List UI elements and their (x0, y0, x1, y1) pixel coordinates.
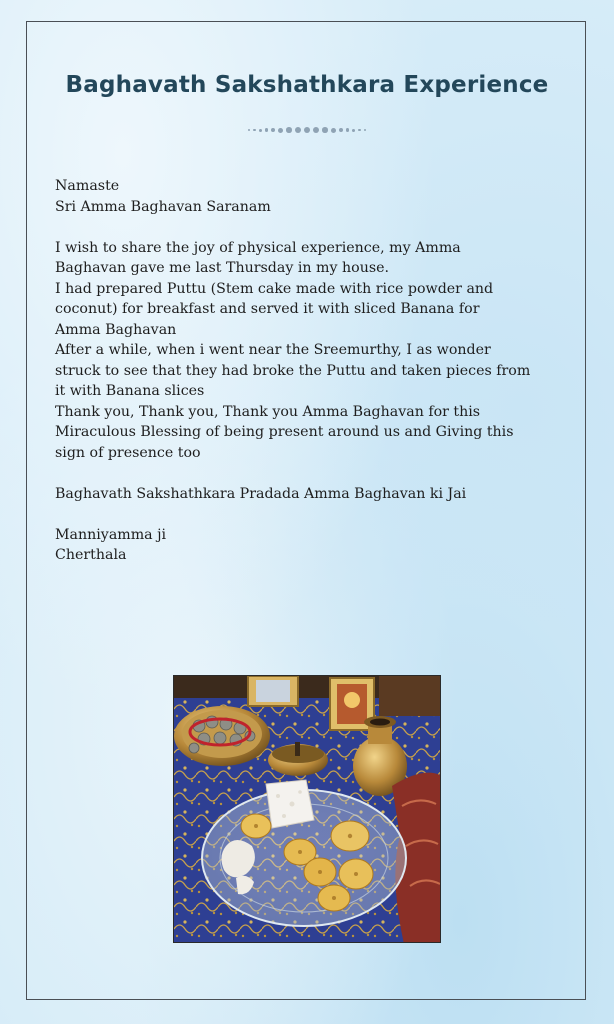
title-divider-dots (0, 125, 614, 135)
body-line: Amma Baghavan (55, 321, 177, 338)
body-line: After a while, when i went near the Sreemurthy, I as wonder (55, 342, 491, 358)
body-line: struck to see that they had broke the Puttu and taken pieces from (55, 362, 531, 379)
body-line: Baghavan gave me last Thursday in my house. (55, 260, 390, 276)
body-line: sign of presence too (55, 444, 201, 461)
body-line: coconut) for breakfast and served it with sliced Banana for (55, 301, 480, 317)
body-line: it with Banana slices (55, 383, 205, 399)
closing-line: Baghavath Sakshathkara Pradada Amma Baghavan ki Jai (55, 485, 467, 502)
letter-body (55, 176, 575, 566)
body-line: Thank you, Thank you, Thank you Amma Baghavan for this (55, 403, 481, 420)
body-line: I had prepared Puttu (Stem cake made with rice powder and (55, 280, 494, 297)
signature-place: Cherthala (55, 547, 127, 563)
puja-offering-photo (173, 675, 441, 943)
greeting-line: Namaste (55, 178, 120, 194)
greeting-line: Sri Amma Baghavan Saranam (55, 198, 271, 215)
signature-name: Manniyamma ji (55, 526, 167, 543)
body-line: I wish to share the joy of physical experience, my Amma (55, 239, 461, 256)
page-title: Baghavath Sakshathkara Experience (65, 72, 549, 98)
body-line: Miraculous Blessing of being present around us and Giving this (55, 424, 514, 440)
